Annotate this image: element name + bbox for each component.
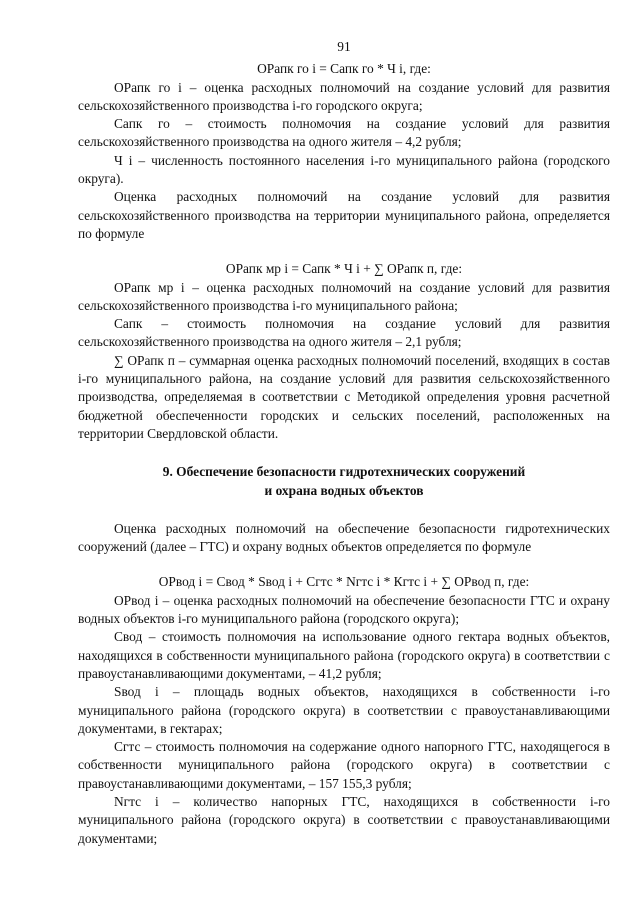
definition-sapk-go: Сапк го – стоимость полномочия на создание условий для развития сельскохозяйственного производства на одного жителя – 4,2 рубля; [78, 116, 610, 150]
definition-sgts: Сгтс – стоимость полномочия на содержание одного напорного ГТС, находящегося в собственности муниципального района (городского округа) в соответствии с правоустанавливающими документами, – 157 155,3 рубля; [78, 739, 610, 791]
definition-svod: Свод – стоимость полномочия на использование одного гектара водных объектов, находящихся в собственности муниципального района (городского округа) в соответствии с правоустанавливающими документами, – 41,2 рубля; [78, 629, 610, 681]
section-heading-line1: 9. Обеспечение безопасности гидротехнических сооружений [162, 464, 526, 480]
definition-rvod: ОРвод i – оценка расходных полномочий на обеспечение безопасности ГТС и охрану водных объектов i-го муниципального района (городского округа); [78, 592, 610, 627]
formula-rapk-mr: ОРапк мр i = Сапк * Ч i + ∑ ОРапк п, где: [225, 261, 463, 277]
definition-rapk-go: ОРапк го i – оценка расходных полномочий на создание условий для развития сельскохозяйственного производства i-го городского округа; [78, 79, 610, 113]
definition-ngts: Nгтс i – количество напорных ГТС, находящихся в собственности i-го муниципального района (городского округа) в соответствии с правоустанавливающими документами; [78, 793, 610, 846]
definition-s-vod: Sвод i – площадь водных объектов, находящихся в собственности i-го муниципального района (городского округа) в соответствии с правоустанавливающими документами, в гектарах; [78, 684, 610, 736]
definition-sum-rapk-p: ∑ ОРапк п – суммарная оценка расходных полномочий поселений, входящих в состав i-го муниципального района, на создание условий для развития сельскохозяйственного производства, определяемая в соответствии с Методикой определения уровня расчетной бюджетной обеспеченности городских и сельских поселений, расположенных на территории Свердловской области. [78, 352, 610, 441]
paragraph-gts-intro: Оценка расходных полномочий на обеспечение безопасности гидротехнических сооружений (далее – ГТС) и охрану водных объектов определяется по формуле [78, 520, 610, 555]
formula-rapk-go: ОРапк го i = Сапк го * Ч i, где: [257, 61, 431, 77]
section-heading-line2: и охрана водных объектов [264, 482, 424, 498]
definition-ch: Ч i – численность постоянного населения i-го муниципального района (городского округа). [78, 152, 610, 187]
page-number: 91 [337, 39, 351, 54]
definition-sapk: Сапк – стоимость полномочия на создание условий для развития сельскохозяйственного производства на одного жителя – 2,1 рубля; [78, 316, 610, 350]
definition-rapk-mr: ОРапк мр i – оценка расходных полномочий на создание условий для развития сельскохозяйственного производства i-го муниципального района; [78, 279, 610, 313]
section-heading [78, 463, 610, 500]
document-page [78, 38, 610, 848]
formula-rvod: ОРвод i = Свод * Sвод i + Сгтс * Nгтс i * Кгтс i + ∑ ОРвод п, где: [158, 574, 530, 590]
paragraph-rapk-mr-intro: Оценка расходных полномочий на создание условий для развития сельскохозяйственного производства на территории муниципального района, определяется по формуле [78, 189, 610, 241]
